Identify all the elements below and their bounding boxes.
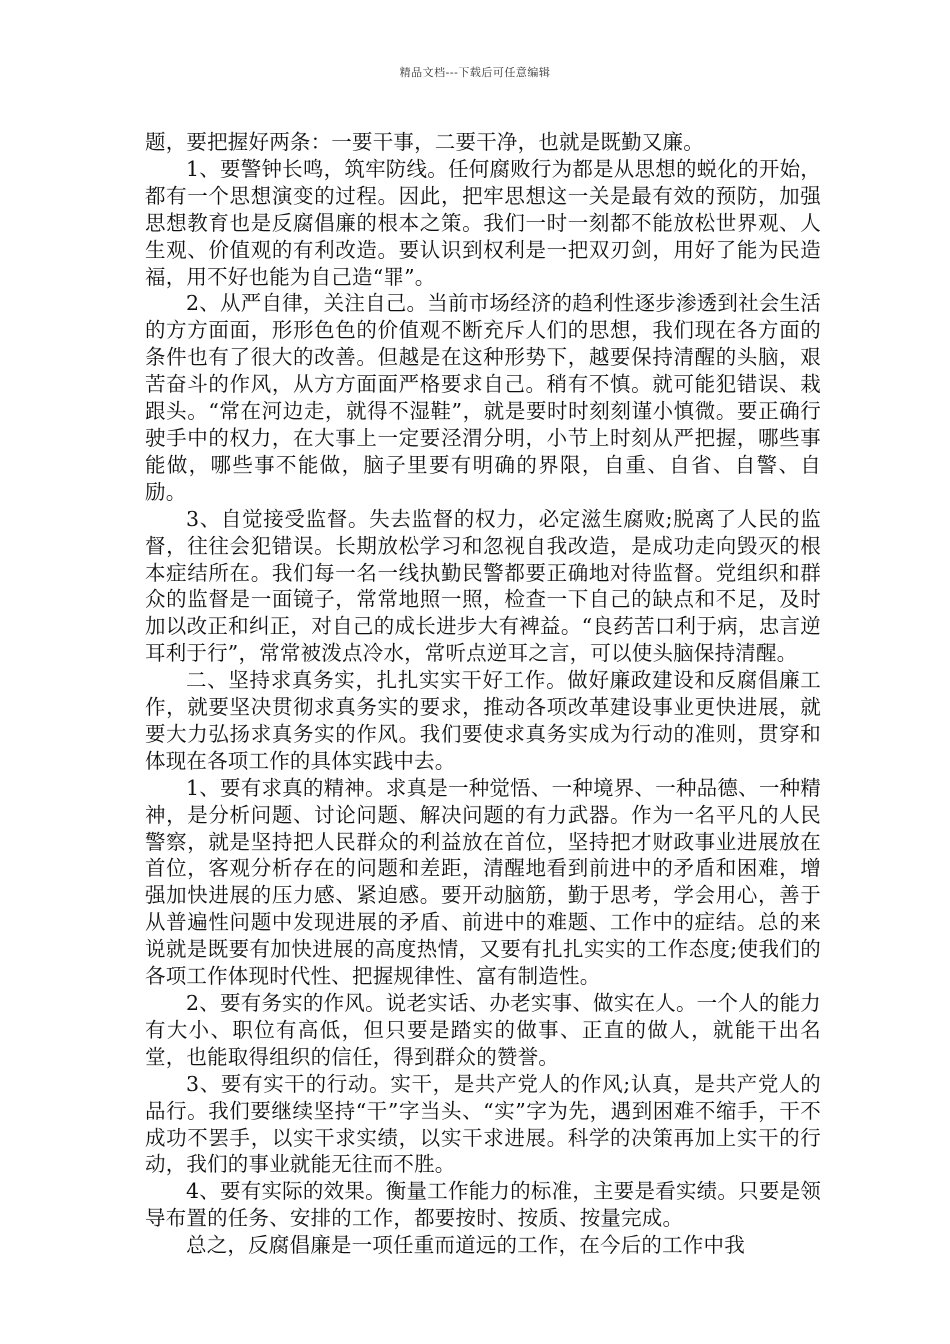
paragraph-actual-results: 4、要有实际的效果。衡量工作能力的标准，主要是看实绩。只要是领导布置的任务、安排的工作，都要按时、按质、按量完成。 [145, 1179, 821, 1231]
paragraph-truth-seeking: 1、要有求真的精神。求真是一种觉悟、一种境界、一种品德、一种精神，是分析问题、讨论问题、解决问题的有力武器。作为一名平凡的人民警察，就是坚持把人民群众的利益放在首位，坚持把才财政事业进展放在首位，客观分析存在的问题和差距，清醒地看到前进中的矛盾和困难，增强加快进展的压力感、紧迫感。要开动脑筋，勤于思考，学会用心，善于从普遍性问题中发现进展的矛盾、前进中的难题、工作中的症结。总的来说就是既要有加快进展的高度热情，又要有扎扎实实的工作态度;使我们的各项工作体现时代性、把握规律性、富有制造性。 [145, 775, 821, 989]
paragraph-practical-action: 3、要有实干的行动。实干，是共产党人的作风;认真，是共产党人的品行。我们要继续坚持“干”字当头、“实”字为先，遇到困难不缩手，干不成功不罢手，以实干求实绩，以实干求进展。科学的决策再加上实干的行动，我们的事业就能无往而不胜。 [145, 1071, 821, 1177]
paragraph-section-two: 二、坚持求真务实，扎扎实实干好工作。做好廉政建设和反腐倡廉工作，就要坚决贯彻求真务实的要求，推动各项改革建设事业更快进展，就要大力弘扬求真务实的作风。我们要使求真务实成为行动的准则，贯穿和体现在各项工作的具体实践中去。 [145, 668, 821, 773]
paragraph-warning-defense: 1、要警钟长鸣，筑牢防线。任何腐败行为都是从思想的蜕化的开始，都有一个思想演变的过程。因此，把牢思想这一关是最有效的预防，加强思想教育也是反腐倡廉的根本之策。我们一时一刻都不能放松世界观、人生观、价值观的有利改造。要认识到权利是一把双刃剑，用好了能为民造福，用不好也能为自己造“罪”。 [145, 156, 821, 289]
paragraph-accept-supervision: 3、自觉接受监督。失去监督的权力，必定滋生腐败;脱离了人民的监督，往往会犯错误。长期放松学习和忽视自我改造，是成功走向毁灭的根本症结所在。我们每一名一线执勤民警都要正确地对待监督。党组织和群众的监督是一面镜子，常常地照一照，检查一下自己的缺点和不足，及时加以改正和纠正，对自己的成长进步大有裨益。“良药苦口利于病，忠言逆耳利于行”，常常被泼点冷水，常听点逆耳之言，可以使头脑保持清醒。 [145, 506, 821, 666]
paragraph-continuation: 题，要把握好两条：一要干事，二要干净，也就是既勤又廉。 [145, 130, 704, 154]
document-body [145, 129, 821, 1259]
paragraph-conclusion: 总之，反腐倡廉是一项任重而道远的工作，在今后的工作中我 [186, 1233, 745, 1258]
page-header: 精品文档---下载后可任意编辑 [399, 66, 551, 79]
paragraph-pragmatic-style: 2、要有务实的作风。说老实话、办老实事、做实在人。一个人的能力有大小、职位有高低，但只要是踏实的做事、正直的做人，就能干出名堂，也能取得组织的信任，得到群众的赞誉。 [145, 991, 821, 1069]
paragraph-self-discipline: 2、从严自律，关注自己。当前市场经济的趋利性逐步渗透到社会生活的方方面面，形形色色的价值观不断充斥人们的思想，我们现在各方面的条件也有了很大的改善。但越是在这种形势下，越要保持清醒的头脑，艰苦奋斗的作风，从方方面面严格要求自己。稍有不慎。就可能犯错误、栽跟头。“常在河边走，就得不湿鞋”，就是要时时刻刻谨小慎微。要正确行驶手中的权力，在大事上一定要泾渭分明，小节上时刻从严把握，哪些事能做，哪些事不能做，脑子里要有明确的界限，自重、自省、自警、自励。 [145, 291, 821, 504]
